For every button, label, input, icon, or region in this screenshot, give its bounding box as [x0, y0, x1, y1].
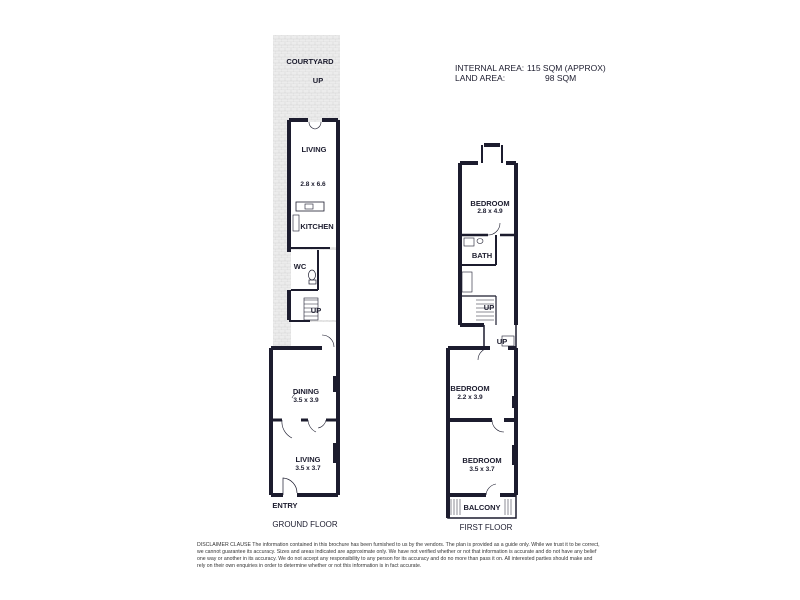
landing-up-label: UP [496, 337, 508, 346]
rear-living-label: LIVING [301, 145, 327, 154]
dining-label: DINING [292, 387, 320, 396]
disclaimer [197, 542, 602, 570]
kitchen-label: KITCHEN [300, 222, 334, 231]
first-floor-title: FIRST FLOOR [459, 523, 513, 532]
rear-stair-up-label: UP [310, 306, 322, 315]
bedroom1-label: BEDROOM [470, 199, 510, 208]
balcony-label: BALCONY [463, 503, 501, 512]
first-floor-plan [448, 145, 516, 532]
bedroom1-dim: 2.8 x 4.9 [477, 208, 503, 215]
area-summary [455, 63, 606, 83]
fireplace-living [333, 443, 338, 463]
bedroom2-label: BEDROOM [450, 384, 490, 393]
internal-area-label: INTERNAL AREA: [455, 63, 525, 73]
ground-floor-plan [271, 35, 340, 529]
entry-label: ENTRY [272, 501, 298, 510]
fireplace-bedroom2 [512, 396, 516, 408]
bedroom3-label: BEDROOM [462, 456, 502, 465]
front-living-dim: 3.5 x 3.7 [295, 465, 321, 472]
land-area-value: 98 SQM [545, 73, 577, 83]
ground-floor-title: GROUND FLOOR [272, 520, 338, 529]
basin [477, 239, 483, 244]
first-stair-up-label: UP [483, 303, 495, 312]
side-passage-paving [273, 120, 287, 348]
internal-area-value: 115 SQM (APPROX) [527, 63, 606, 73]
kitchen-bench [296, 202, 324, 211]
bath-label: BATH [471, 251, 493, 260]
bedroom2-dim: 2.2 x 3.9 [457, 394, 483, 401]
courtyard-up-label: UP [312, 76, 324, 85]
bath-vanity [464, 238, 474, 246]
fireplace-bedroom3 [512, 445, 516, 465]
wc-label: WC [293, 262, 307, 271]
dining-dim: 3.5 x 3.9 [293, 397, 319, 404]
courtyard-label: COURTYARD [286, 57, 334, 66]
disclaimer-heading: DISCLAIMER CLAUSE [197, 542, 251, 548]
front-living-label: LIVING [295, 455, 321, 464]
land-area-label: LAND AREA: [455, 73, 506, 83]
bedroom3-dim: 3.5 x 3.7 [469, 466, 495, 473]
disclaimer-text: The information contained in this brochure has been furnished to us by the vendors. The plan is provided as a guide only. While we trust it to be correct, we cannot guarantee its accuracy. Sizes and areas indicated are approximate only. We have not verified whether or not that information is accurate and do not have any belief one way or another in its accuracy. We do not accept any responsibility to any person for its accuracy and do no more than pass it on. All interested parties should make and rely on their own enquiries in order to determine whether or not this information is in fact accurate. [197, 542, 600, 569]
fireplace-dining [333, 376, 338, 392]
rear-living-dim: 2.8 x 6.6 [300, 181, 326, 188]
